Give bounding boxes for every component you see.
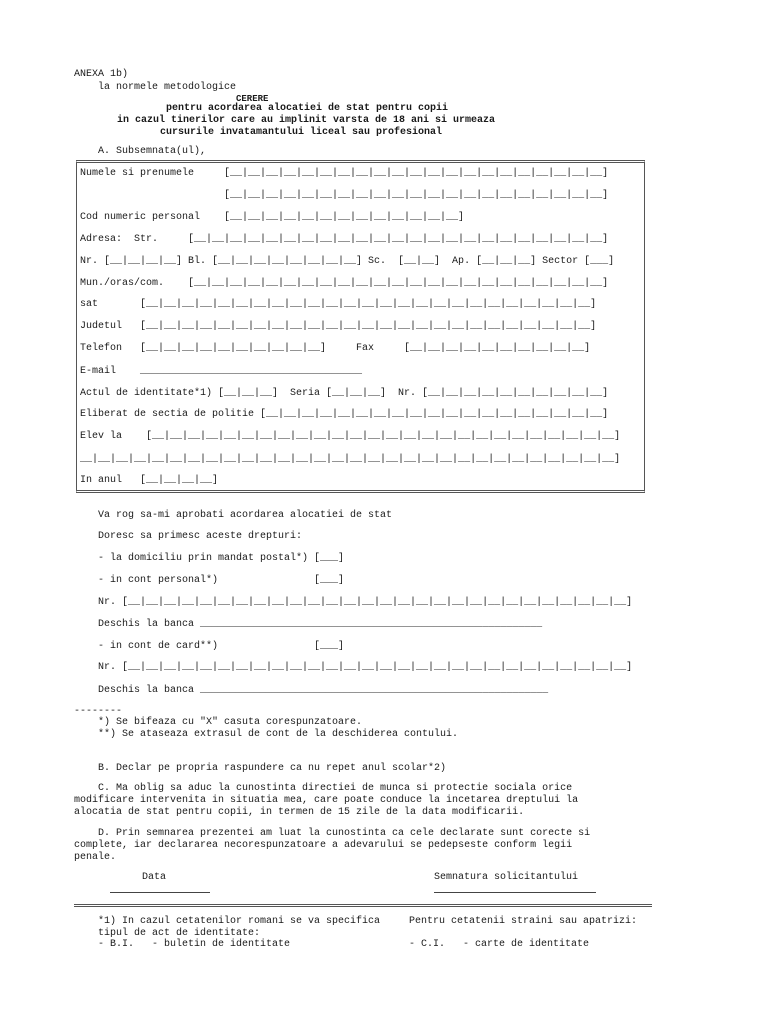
section-d-line-3: penale. xyxy=(74,852,117,863)
form-row-school-1[interactable]: Elev la [__|__|__|__|__|__|__|__|__|__|__|__|__|__|__|__|__|__|__|__|__|__|__|__|__|__] xyxy=(80,431,621,442)
form-row-school-2[interactable]: __|__|__|__|__|__|__|__|__|__|__|__|__|__|__|__|__|__|__|__|__|__|__|__|__|__|__|__|__|__] xyxy=(80,454,621,465)
form-row-village[interactable]: sat [__|__|__|__|__|__|__|__|__|__|__|__|__|__|__|__|__|__|__|__|__|__|__|__|__] xyxy=(80,299,597,310)
note-right-3: - C.I. - carte de identitate xyxy=(409,939,590,950)
bank-field[interactable]: Deschis la banca _________________________________________________________ xyxy=(98,619,543,630)
date-label: Data xyxy=(142,872,167,883)
section-b: B. Declar pe propria raspundere ca nu repet anul scolar*2) xyxy=(98,763,447,774)
form-row-address-nr[interactable]: Nr. [__|__|__|__] Bl. [__|__|__|__|__|__|__|__] Sc. [__|__] Ap. [__|__|__] Sector [___] xyxy=(80,256,615,267)
payment-intro: Doresc sa primesc aceste drepturi: xyxy=(98,531,303,542)
account-number-field[interactable]: Nr. [__|__|__|__|__|__|__|__|__|__|__|__|__|__|__|__|__|__|__|__|__|__|__|__|__|__|__|__] xyxy=(98,597,633,608)
note-left-2: tipul de act de identitate: xyxy=(98,928,261,939)
form-row-cnp[interactable]: Cod numeric personal [__|__|__|__|__|__|__|__|__|__|__|__|__] xyxy=(80,212,465,223)
footnote-2: **) Se ataseaza extrasul de cont de la deschiderea contului. xyxy=(98,729,459,740)
section-d-line-1: D. Prin semnarea prezentei am luat la cunostinta ca cele declarate sunt corecte si xyxy=(74,828,591,839)
form-row-city[interactable]: Mun./oras/com. [__|__|__|__|__|__|__|__|__|__|__|__|__|__|__|__|__|__|__|__|__|__|__] xyxy=(80,278,609,289)
document-subtitle-1: pentru acordarea alocatiei de stat pentru copii xyxy=(166,103,449,114)
section-c-line-3: alocatia de stat pentru copii, in termen de 15 zile de la data modificarii. xyxy=(74,807,525,818)
norms-label: la normele metodologice xyxy=(98,82,237,93)
form-row-year[interactable]: In anul [__|__|__|__] xyxy=(80,475,219,486)
form-row-id-document[interactable]: Actul de identitate*1) [__|__|__] Seria [__|__|__] Nr. [__|__|__|__|__|__|__|__|__|__] xyxy=(80,388,609,399)
document-title: CERERE xyxy=(236,94,269,104)
form-row-phone-fax[interactable]: Telefon [__|__|__|__|__|__|__|__|__|__] Fax [__|__|__|__|__|__|__|__|__|__] xyxy=(80,343,591,354)
section-c-line-2: modificare intervenita in situatia mea, care poate conduce la incetarea dreptului la xyxy=(74,795,579,806)
note-right-1: Pentru cetatenii straini sau apatrizi: xyxy=(409,916,638,927)
annex-label: ANEXA 1b) xyxy=(74,69,129,80)
footnote-1: *) Se bifeaza cu "X" casuta corespunzatoare. xyxy=(98,717,363,728)
bottom-rule xyxy=(74,904,652,907)
form-row-name-1[interactable]: Numele si prenumele [__|__|__|__|__|__|__|__|__|__|__|__|__|__|__|__|__|__|__|__|__] xyxy=(80,168,609,179)
form-row-email[interactable]: E-mail _____________________________________ xyxy=(80,366,363,377)
section-c-line-1: C. Ma oblig sa aduc la cunostinta directiei de munca si protectie sociala orice xyxy=(74,783,573,794)
section-a-intro: A. Subsemnata(ul), xyxy=(98,146,207,157)
form-row-county[interactable]: Judetul [__|__|__|__|__|__|__|__|__|__|__|__|__|__|__|__|__|__|__|__|__|__|__|__|__] xyxy=(80,321,597,332)
note-left-1: *1) In cazul cetatenilor romani se va specifica xyxy=(98,916,381,927)
card-bank-field[interactable]: Deschis la banca __________________________________________________________ xyxy=(98,685,549,696)
option-card-account-checkbox[interactable]: - in cont de card**) [___] xyxy=(98,641,345,652)
option-personal-account-checkbox[interactable]: - in cont personal*) [___] xyxy=(98,575,345,586)
form-row-name-2[interactable]: [__|__|__|__|__|__|__|__|__|__|__|__|__|__|__|__|__|__|__|__|__] xyxy=(80,190,609,201)
document-subtitle-3: cursurile invatamantului liceal sau profesional xyxy=(160,127,443,138)
signature-line[interactable] xyxy=(434,892,596,893)
form-row-street[interactable]: Adresa: Str. [__|__|__|__|__|__|__|__|__|__|__|__|__|__|__|__|__|__|__|__|__|__|__] xyxy=(80,234,609,245)
option-postal-checkbox[interactable]: - la domiciliu prin mandat postal*) [___] xyxy=(98,553,345,564)
request-line: Va rog sa-mi aprobati acordarea alocatiei de stat xyxy=(98,510,393,521)
document-subtitle-2: in cazul tinerilor care au implinit varsta de 18 ani si urmeaza xyxy=(117,115,496,126)
note-left-3: - B.I. - buletin de identitate xyxy=(98,939,291,950)
date-line[interactable] xyxy=(110,892,210,893)
signature-label: Semnatura solicitantului xyxy=(434,872,579,883)
card-account-number-field[interactable]: Nr. [__|__|__|__|__|__|__|__|__|__|__|__|__|__|__|__|__|__|__|__|__|__|__|__|__|__|__|__] xyxy=(98,662,633,673)
section-d-line-2: complete, iar declararea necorespunzatoare a adevarului se pedepseste conform legii xyxy=(74,840,573,851)
form-row-issued-by[interactable]: Eliberat de sectia de politie [__|__|__|__|__|__|__|__|__|__|__|__|__|__|__|__|__|__|__] xyxy=(80,409,609,420)
footnote-separator: -------- xyxy=(74,706,123,717)
